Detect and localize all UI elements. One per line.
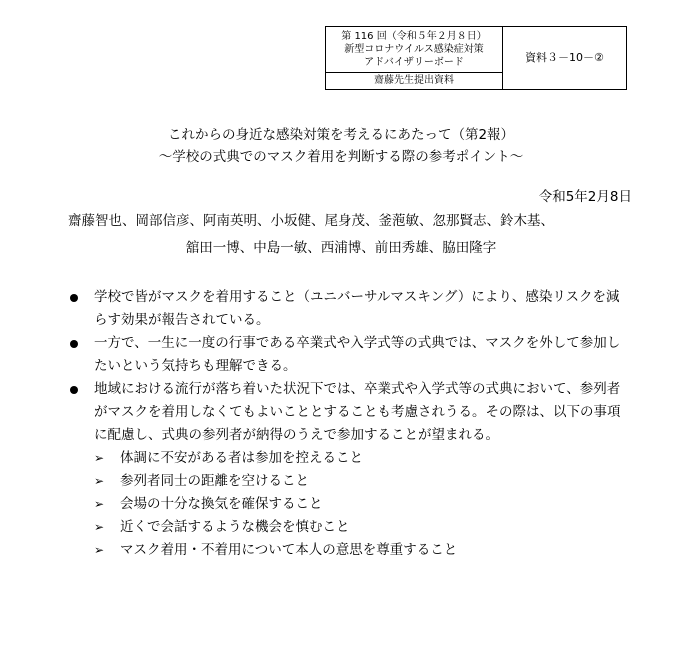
arrow-marker-icon: ➢ (94, 543, 105, 557)
arrow-marker-icon: ➢ (94, 451, 105, 465)
authors-line-1: 齋藤智也、岡部信彦、阿南英明、小坂健、尾身茂、釜萢敏、忽那賢志、鈴木基、 (68, 213, 554, 229)
sub-item (94, 493, 624, 516)
bullet-text: 学校で皆がマスクを着用すること（ユニバーサルマスキング）により、感染リスクを減らす効果が報告されている。 (94, 289, 620, 328)
sub-item (94, 539, 624, 562)
bullet-item (64, 378, 624, 447)
bullet-dot-icon (70, 340, 78, 348)
document-number: 資料３－10－② (525, 51, 604, 64)
bullet-item (64, 286, 624, 332)
bullet-text: 地域における流行が落ち着いた状況下では、卒業式や入学式等の式典において、参列者がマスクを着用しなくてもよいこととすることも考慮されうる。その際は、以下の事項に配慮し、式典の参列者が納得のうえで参加することが望まれる。 (94, 381, 621, 443)
meeting-line-2: 新型コロナウイルス感染症対策 (344, 44, 484, 55)
arrow-marker-icon: ➢ (94, 497, 105, 511)
sub-item (94, 516, 624, 539)
submitter-label: 齋藤先生提出資料 (374, 75, 454, 86)
bullet-item (64, 332, 624, 378)
bullet-dot-icon (70, 386, 78, 394)
arrow-marker-icon: ➢ (94, 520, 105, 534)
authors-line-2: 舘田一博、中島一敏、西浦博、前田秀雄、脇田隆字 (185, 240, 497, 256)
title-line-1: これからの身近な感染対策を考えるにあたって（第2報） (167, 127, 515, 143)
arrow-marker-icon: ➢ (94, 474, 105, 488)
sub-item-list (64, 447, 624, 562)
meeting-line-3: アドバイザリーボード (364, 57, 464, 68)
document-date: 令和5年2月8日 (538, 189, 632, 205)
bullet-text: 一方で、一生に一度の行事である卒業式や入学式等の式典では、マスクを外して参加したいという気持ちも理解できる。 (94, 335, 621, 374)
sub-item (94, 447, 624, 470)
header-left-cell (326, 27, 503, 89)
sub-item-text: 会場の十分な換気を確保すること (120, 496, 323, 512)
sub-item-text: 近くで会話するような機会を慎むこと (120, 519, 350, 535)
bullet-dot-icon (70, 294, 78, 302)
sub-item-text: 体調に不安がある者は参加を控えること (120, 450, 363, 466)
title-line-2: ～学校の式典でのマスク着用を判断する際の参考ポイント～ (158, 149, 524, 165)
sub-item (94, 470, 624, 493)
sub-item-text: 参列者同士の距離を空けること (120, 473, 309, 489)
document-header-box (325, 26, 627, 90)
bullet-list (64, 286, 624, 562)
meeting-info (326, 27, 502, 73)
sub-item-text: マスク着用・不着用について本人の意思を尊重すること (120, 542, 458, 558)
meeting-line-1: 第 116 回（令和５年２月８日） (341, 31, 487, 42)
